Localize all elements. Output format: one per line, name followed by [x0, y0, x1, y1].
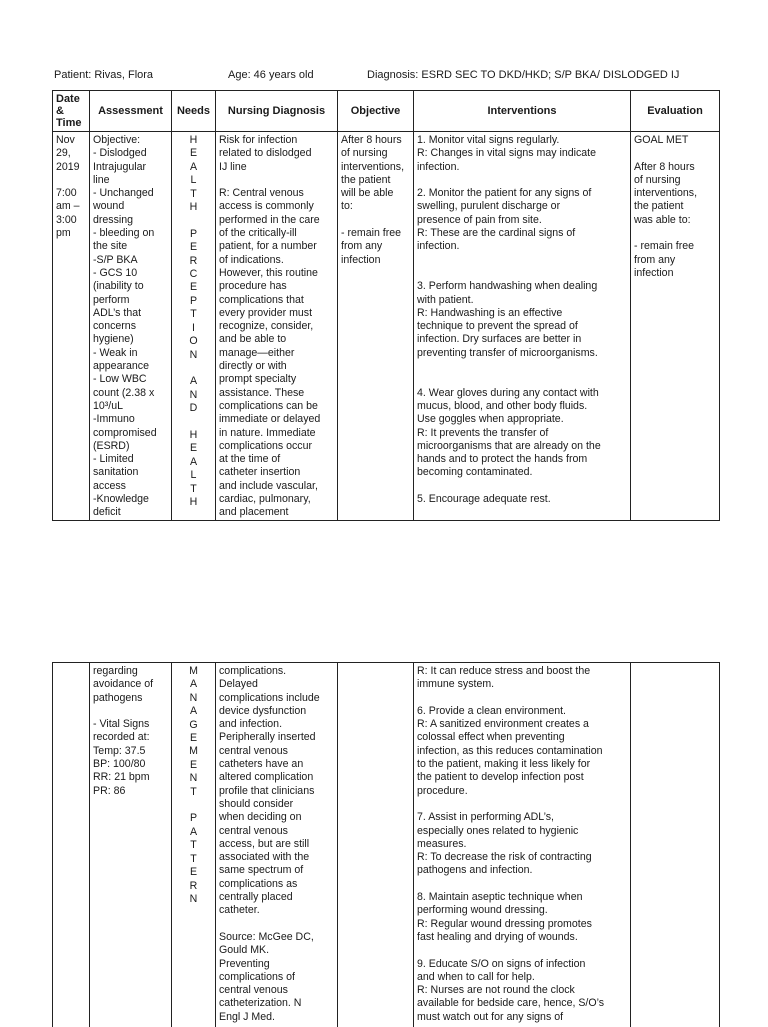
cell-nursing-diagnosis: complications. Delayed complications include device dysfunction and infection. Peripherally inserted central venous catheters have an altered complication profile that clinicians should consider when deciding on central venous access, but are still associated with the same spectrum of complications as centrally placed catheter. Source: McGee DC, Gould MK. Preventing complications of central venous catheterization. N Engl J Med.: [216, 663, 338, 1027]
table-header-row: [53, 91, 720, 132]
cell-objective: After 8 hours of nursing interventions, the patient will be able to: - remain free from any infection: [338, 132, 414, 521]
cell-evaluation: [631, 663, 720, 1027]
patient-age: Age: 46 years old: [228, 69, 314, 82]
cell-interventions: 1. Monitor vital signs regularly. R: Changes in vital signs may indicate infection. 2. Monitor the patient for any signs of swelling, purulent discharge or presence of pain from site. R: These are the cardinal signs of infection. 3. Perform handwashing when dealing with patient. R: Handwashing is an effective technique to prevent the spread of infection. Dry surfaces are better in preventing transfer of microorganisms. 4. Wear gloves during any contact with mucus, blood, and other body fluids. Use goggles when appropriate. R: It prevents the transfer of microorganisms that are already on the hands and to protect the hands from becoming contaminated. 5. Encourage adequate rest.: [414, 132, 631, 521]
header-evaluation: Evaluation: [631, 91, 720, 132]
cell-date-time: Nov 29, 2019 7:00 am – 3:00 pm: [53, 132, 90, 521]
cell-date-time: [53, 663, 90, 1027]
table-row: [53, 663, 720, 1027]
header-nursing-diagnosis: Nursing Diagnosis: [216, 91, 338, 132]
header-objective: Objective: [338, 91, 414, 132]
patient-info-line: [54, 69, 734, 83]
cell-evaluation: GOAL MET After 8 hours of nursing interventions, the patient was able to: - remain free from any infection: [631, 132, 720, 521]
patient-name: Patient: Rivas, Flora: [54, 69, 153, 82]
cell-assessment: regarding avoidance of pathogens - Vital Signs recorded at: Temp: 37.5 BP: 100/80 RR: 21 bpm PR: 86: [90, 663, 172, 1027]
cell-needs: H E A L T H P E R C E P T I O N A N D H E A L T H: [172, 132, 216, 521]
table-row: [53, 132, 720, 521]
header-needs: Needs: [172, 91, 216, 132]
header-interventions: Interventions: [414, 91, 631, 132]
cell-objective: [338, 663, 414, 1027]
cell-nursing-diagnosis: Risk for infection related to dislodged IJ line R: Central venous access is commonly performed in the care of the critically-ill patient, for a number of indications. However, this routine procedure has complications that every provider must recognize, consider, and be able to manage—either directly or with prompt specialty assistance. These complications can be immediate or delayed in nature. Immediate complications occur at the time of catheter insertion and include vascular, cardiac, pulmonary, and placement: [216, 132, 338, 521]
care-plan-table-page-2: [52, 662, 720, 1027]
patient-diagnosis: Diagnosis: ESRD SEC TO DKD/HKD; S/P BKA/ DISLODGED IJ: [367, 69, 679, 82]
cell-assessment: Objective: - Dislodged Intrajugular line - Unchanged wound dressing - bleeding on the site -S/P BKA - GCS 10 (inability to perform ADL’s that concerns hygiene) - Weak in appearance - Low WBC count (2.38 x 10³/uL -Immuno compromised (ESRD) - Limited sanitation access -Knowledge deficit: [90, 132, 172, 521]
care-plan-table-page-1: [52, 90, 720, 521]
cell-needs: M A N A G E M E N T P A T T E R N: [172, 663, 216, 1027]
header-date-time: Date & Time: [53, 91, 90, 132]
header-assessment: Assessment: [90, 91, 172, 132]
cell-interventions: R: It can reduce stress and boost the immune system. 6. Provide a clean environment. R: A sanitized environment creates a colossal effect when preventing infection, as this reduces contamination to the patient, making it less likely for the patient to develop infection post procedure. 7. Assist in performing ADL’s, especially ones related to hygienic measures. R: To decrease the risk of contracting pathogens and infection. 8. Maintain aseptic technique when performing wound dressing. R: Regular wound dressing promotes fast healing and drying of wounds. 9. Educate S/O on signs of infection and when to call for help. R: Nurses are not round the clock available for bedside care, hence, S/O’s must watch out for any signs of: [414, 663, 631, 1027]
